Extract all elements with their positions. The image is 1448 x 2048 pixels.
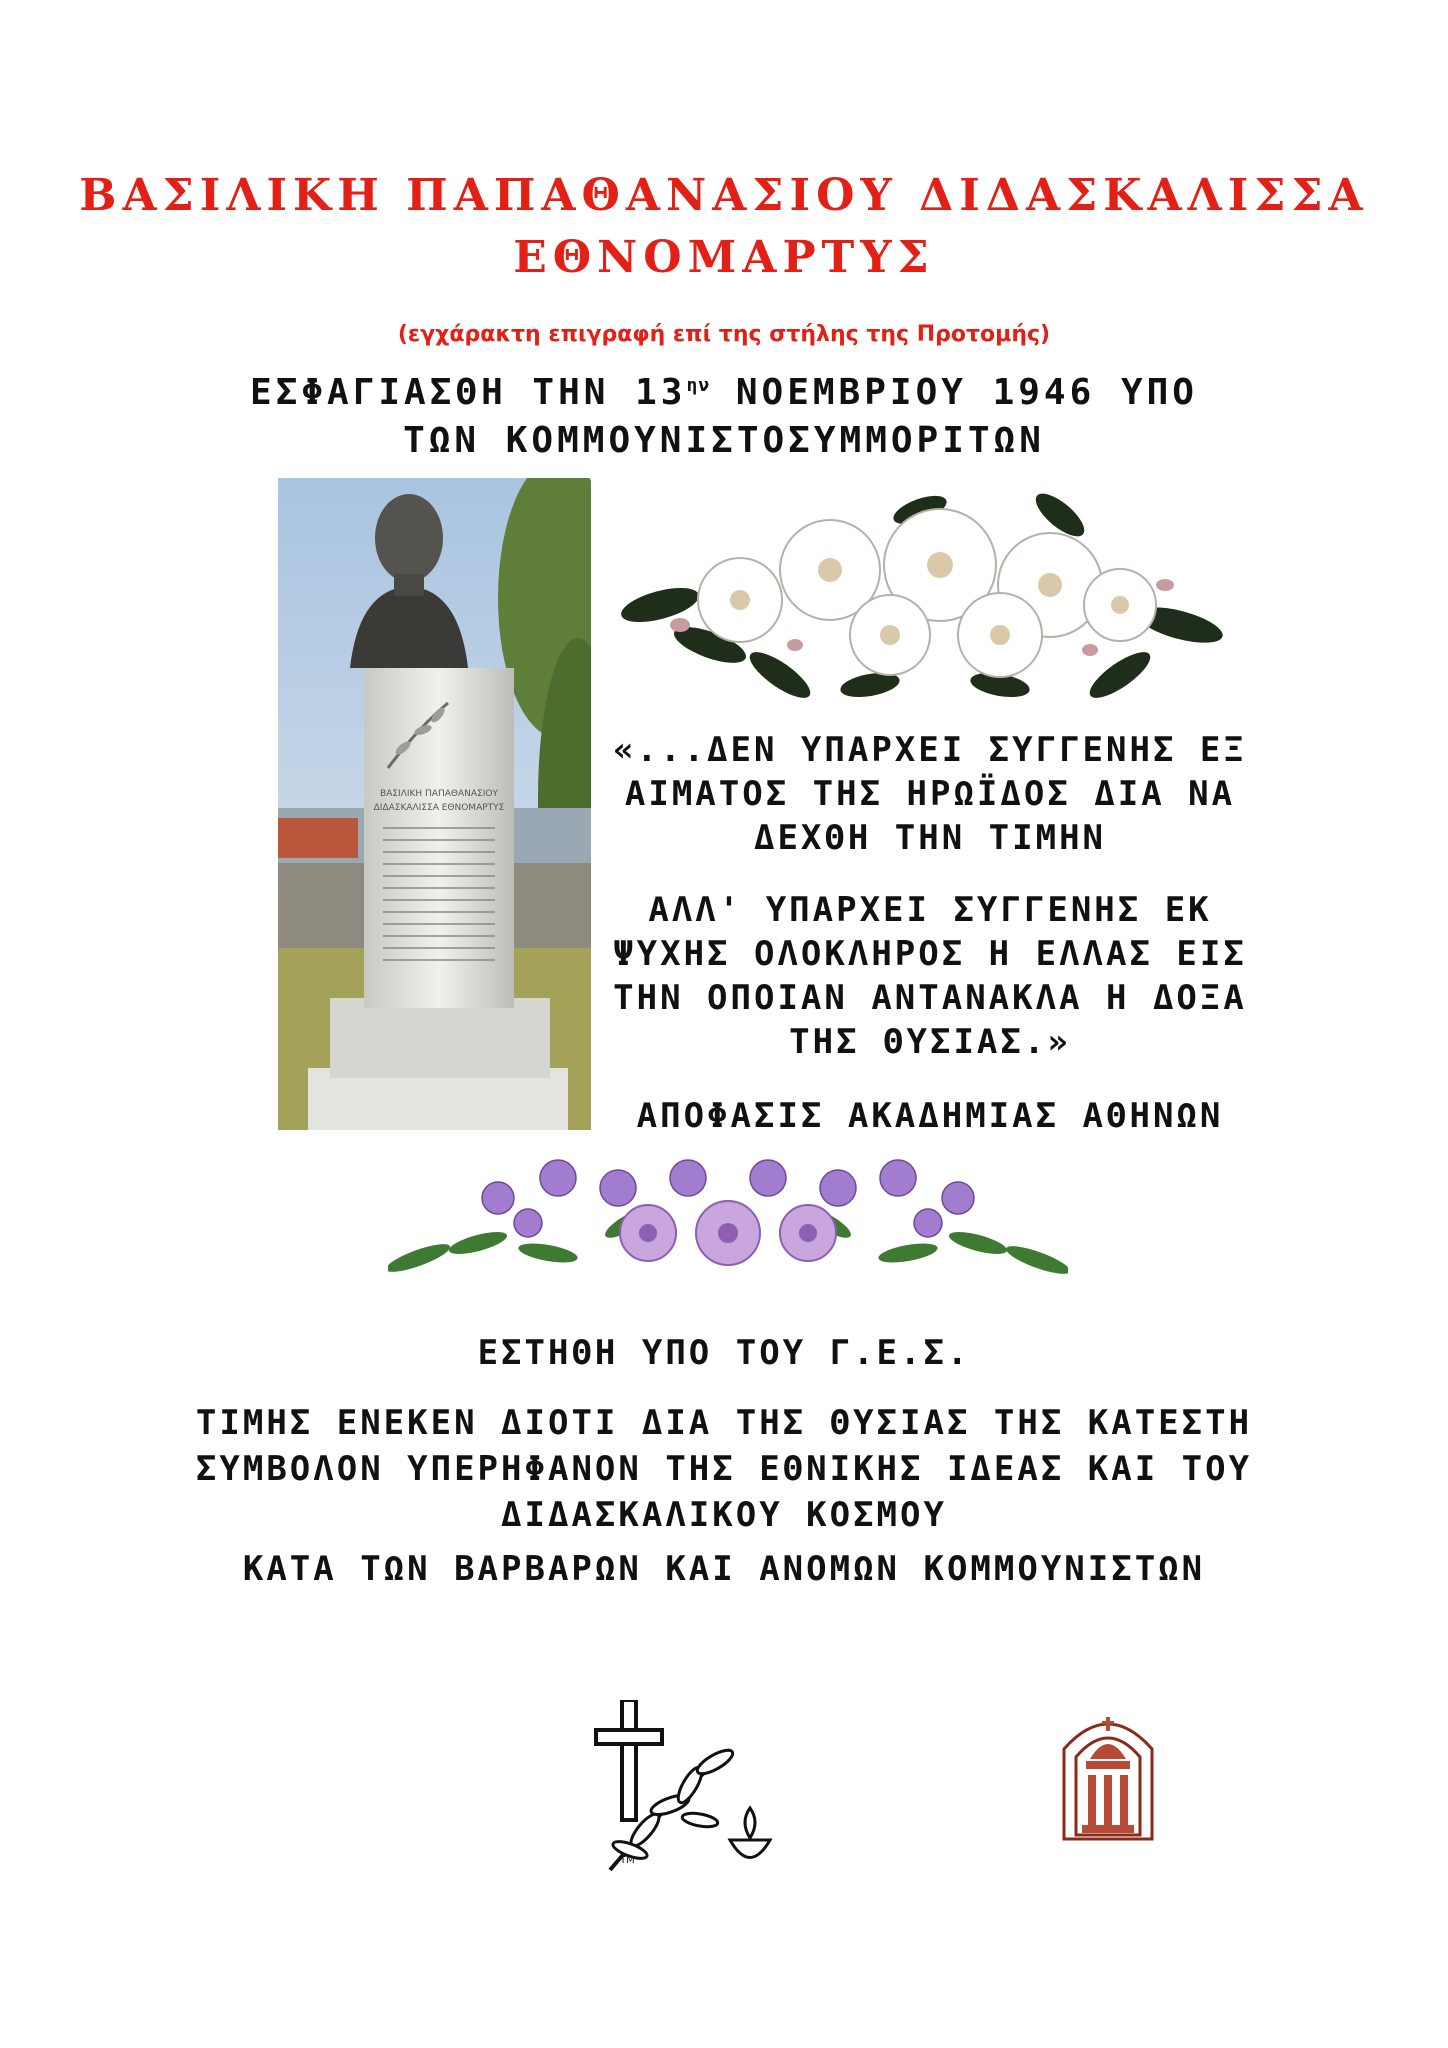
plaque-line-1: ΒΑΣΙΛΙΚΗ ΠΑΠΑΘΑΝΑΣΙΟΥ <box>380 789 498 799</box>
white-flower-garland-icon <box>620 485 1230 705</box>
heading-date-text-2: ΝΟΕΜΒΡΙΟΥ 1946 ΥΠΟ <box>710 372 1198 413</box>
bottom-line-1: ΕΣΤΗΘΗ ΥΠΟ ΤΟΥ Γ.Ε.Σ. <box>477 1333 971 1373</box>
cross-olive-branch-candle-icon <box>590 1700 780 1880</box>
quote-paragraph-2: ΑΛΛ' ΥΠΑΡΧΕΙ ΣΥΓΓΕΝΗΣ ΕΚ ΨΥΧΗΣ ΟΛΟΚΛΗΡΟΣ Η ΕΛΛΑΣ ΕΙΣ ΤΗΝ ΟΠΟΙΑΝ ΑΝΤΑΝΑΚΛΑ Η ΔΟΞΑ ΤΗΣ ΘΥΣΙΑΣ.» <box>613 890 1247 1062</box>
quote-paragraph-1: «...ΔΕΝ ΥΠΑΡΧΕΙ ΣΥΓΓΕΝΗΣ ΕΞ ΑΙΜΑΤΟΣ ΤΗΣ ΗΡΩΪΔΟΣ ΔΙΑ ΝΑ ΔΕΧΘΗ ΤΗΝ ΤΙΜΗΝ <box>613 730 1247 858</box>
bottom-paragraph-3: ΚΑΤΑ ΤΩΝ ΒΑΡΒΑΡΩΝ ΚΑΙ ΑΝΟΜΩΝ ΚΟΜΜΟΥΝΙΣΤΩΝ <box>242 1549 1206 1589</box>
church-dome-emblem-icon <box>1060 1705 1156 1841</box>
heading-line-2: ΤΩΝ ΚΟΜΜΟΥΝΙΣΤΟΣΥΜΜΟΡΙΤΩΝ <box>403 420 1045 461</box>
subtitle: (εγχάρακτη επιγραφή επί της στήλης της Προτομής) <box>397 322 1051 347</box>
heading-line-1 <box>0 372 1448 413</box>
purple-flower-garland-icon <box>388 1148 1068 1288</box>
title-line-2: ΕΘΝΟΜΑΡΤΥΣ <box>513 232 935 283</box>
bust-monument-photo <box>278 478 591 1130</box>
title-line-1: ΒΑΣΙΛΙΚΗ ΠΑΠΑΘΑΝΑΣΙΟΥ ΔΙΔΑΣΚΑΛΙΣΣΑ <box>79 170 1369 221</box>
plaque-line-2: ΔΙΔΑΣΚΑΛΙΣΣΑ ΕΘΝΟΜΑΡΤΥΣ <box>373 803 505 813</box>
heading-date-text: ΕΣΦΑΓΙΑΣΘΗ ΤΗΝ 13 <box>250 372 687 413</box>
quote-source: ΑΠΟΦΑΣΙΣ ΑΚΑΔΗΜΙΑΣ ΑΘΗΝΩΝ <box>636 1096 1224 1136</box>
heading-superscript: ην <box>686 375 711 396</box>
trademark-mark: TM <box>620 1855 635 1866</box>
bottom-paragraph-2: ΤΙΜΗΣ ΕΝΕΚΕΝ ΔΙΟΤΙ ΔΙΑ ΤΗΣ ΘΥΣΙΑΣ ΤΗΣ ΚΑΤΕΣΤΗ ΣΥΜΒΟΛΟΝ ΥΠΕΡΗΦΑΝΟΝ ΤΗΣ ΕΘΝΙΚΗΣ ΙΔΕΑΣ ΚΑΙ ΤΟΥ ΔΙΔΑΣΚΑΛΙΚΟΥ ΚΟΣΜΟΥ <box>195 1403 1253 1535</box>
